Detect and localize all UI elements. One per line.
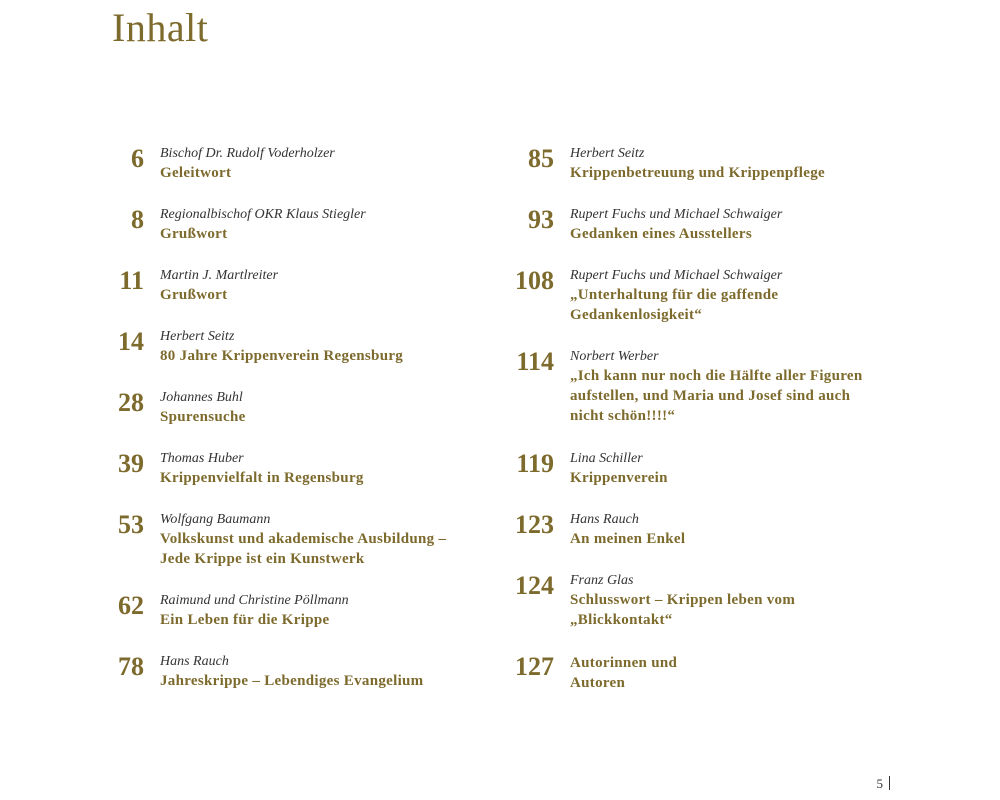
toc-title: Volkskunst und akademische Ausbildung – Jede Krippe ist ein Kunstwerk	[160, 531, 447, 567]
toc-title: Krippenverein	[570, 470, 668, 486]
toc-page-number: 28	[118, 388, 144, 417]
toc-author: Rupert Fuchs und Michael Schwaiger	[570, 207, 783, 222]
toc-page-number: 78	[118, 652, 144, 681]
toc-entry[interactable]	[100, 204, 520, 264]
toc-entry-text	[160, 206, 520, 244]
toc-title: Geleitwort	[160, 165, 232, 181]
toc-page-number: 93	[528, 205, 554, 234]
toc-page-number: 8	[131, 205, 144, 234]
toc-entry[interactable]	[100, 326, 520, 386]
toc-title: Grußwort	[160, 287, 228, 303]
toc-entry-text	[570, 511, 910, 549]
toc-entry-text	[570, 206, 910, 244]
toc-entry[interactable]	[100, 387, 520, 447]
toc-entry-text	[160, 592, 520, 630]
toc-author: Lina Schiller	[570, 451, 643, 466]
toc-author: Johannes Buhl	[160, 390, 243, 405]
toc-page-number: 124	[515, 571, 554, 600]
toc-entry[interactable]	[100, 590, 520, 650]
toc-author: Hans Rauch	[570, 512, 639, 527]
toc-title: Grußwort	[160, 226, 228, 242]
toc-entry-text	[160, 389, 520, 427]
toc-author: Rupert Fuchs und Michael Schwaiger	[570, 268, 783, 283]
page-number-value: 5	[876, 776, 883, 791]
toc-title: „Unterhaltung für die gaffende Gedankenlosigkeit“	[570, 287, 779, 323]
toc-title: Spurensuche	[160, 409, 246, 425]
toc-page-number: 123	[515, 510, 554, 539]
toc-page-number: 14	[118, 327, 144, 356]
toc-title: An meinen Enkel	[570, 531, 686, 547]
toc-entry[interactable]	[500, 143, 920, 203]
toc-title: Ein Leben für die Krippe	[160, 612, 330, 628]
toc-author: Bischof Dr. Rudolf Voderholzer	[160, 146, 335, 161]
toc-entry-text	[160, 145, 520, 183]
toc-entry-text	[570, 572, 910, 630]
toc-title: 80 Jahre Krippenverein Regensburg	[160, 348, 404, 364]
toc-title: Krippenbetreuung und Krippenpflege	[570, 165, 825, 181]
page-number	[877, 776, 891, 792]
toc-entry[interactable]	[500, 509, 920, 569]
toc-entry[interactable]	[500, 204, 920, 264]
toc-author: Herbert Seitz	[160, 329, 235, 344]
toc-entry-text	[160, 267, 520, 305]
toc-entry-text	[570, 267, 910, 325]
toc-author: Martin J. Martlreiter	[160, 268, 279, 283]
toc-title: Autorinnen und Autoren	[570, 655, 678, 691]
toc-author: Herbert Seitz	[570, 146, 645, 161]
toc-entry-text	[570, 653, 910, 693]
toc-page-number: 11	[119, 266, 144, 295]
toc-page-number: 6	[131, 144, 144, 173]
toc-author: Hans Rauch	[160, 654, 229, 669]
toc-entry-text	[570, 348, 910, 426]
toc-entry[interactable]	[100, 509, 520, 569]
toc-entry[interactable]	[100, 448, 520, 508]
toc-entry-text	[160, 653, 520, 691]
toc-author: Norbert Werber	[570, 349, 659, 364]
toc-page-number: 108	[515, 266, 554, 295]
page-title: Inhalt	[112, 5, 209, 50]
page-number-divider	[889, 776, 890, 790]
toc-page-number: 85	[528, 144, 554, 173]
toc-page-number: 39	[118, 449, 144, 478]
toc-entry-text	[160, 511, 520, 569]
toc-page-number: 114	[516, 347, 554, 376]
toc-entry[interactable]	[500, 346, 920, 424]
toc-entry[interactable]	[500, 265, 920, 325]
toc-title: Jahreskrippe – Lebendiges Evangelium	[160, 673, 424, 689]
toc-author: Wolfgang Baumann	[160, 512, 271, 527]
toc-entry-text	[570, 145, 910, 183]
toc-entry[interactable]	[100, 265, 520, 325]
toc-entry[interactable]	[500, 570, 920, 630]
toc-author: Franz Glas	[570, 573, 634, 588]
toc-entry-text	[160, 328, 520, 366]
toc-entry-text	[160, 450, 520, 488]
toc-title: Gedanken eines Ausstellers	[570, 226, 752, 242]
toc-entry-text	[570, 450, 910, 488]
toc-author: Thomas Huber	[160, 451, 244, 466]
toc-title: Krippenvielfalt in Regensburg	[160, 470, 364, 486]
toc-entry[interactable]	[500, 651, 920, 711]
toc-page-number: 119	[516, 449, 554, 478]
toc-entry[interactable]	[100, 651, 520, 711]
toc-page-number: 62	[118, 591, 144, 620]
toc-title: „Ich kann nur noch die Hälfte aller Figuren aufstellen, und Maria und Josef sind auch nicht schön!!!!“	[570, 368, 863, 424]
toc-page-number: 53	[118, 510, 144, 539]
toc-author: Raimund und Christine Pöllmann	[160, 593, 349, 608]
toc-entry[interactable]	[500, 448, 920, 508]
toc-author: Regionalbischof OKR Klaus Stiegler	[160, 207, 366, 222]
toc-title: Schlusswort – Krippen leben vom „Blickkontakt“	[570, 592, 796, 628]
toc-entry[interactable]	[100, 143, 520, 203]
toc-page-number: 127	[515, 652, 554, 681]
